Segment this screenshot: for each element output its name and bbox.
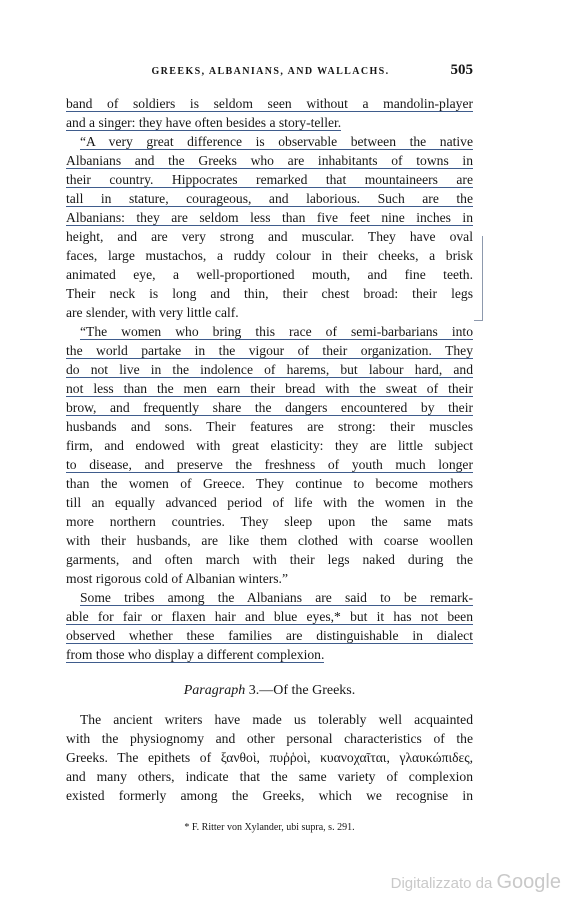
text-line: than the women of Greece. They continue to become mothers: [66, 476, 473, 491]
running-head: GREEKS, ALBANIANS, AND WALLACHS.: [151, 66, 390, 77]
text-line: most rigorous cold of Albanian winters.”: [66, 571, 288, 586]
text-line: more northern countries. They sleep upon the same mats: [66, 514, 473, 529]
text-line: and many others, indicate that the same variety of complexion: [66, 769, 473, 784]
text-line: garments, and often march with their legs naked during the: [66, 552, 473, 567]
text-line: faces, large mustachos, a ruddy colour in their cheeks, a brisk: [66, 248, 473, 263]
text-line: able for fair or flaxen hair and blue eyes,* but it has not been: [66, 609, 473, 624]
text-line: “A very great difference is observable between the native: [80, 134, 473, 149]
text-line: with the physiognomy and other personal characteristics of the: [66, 731, 473, 746]
text-line: height, and are very strong and muscular. They have oval: [66, 229, 473, 244]
text-line: Albanians and the Greeks who are inhabitants of towns in: [66, 153, 473, 168]
text-line: the world partake in the vigour of their organization. They: [66, 343, 473, 358]
text-line: Greeks. The epithets of ξανθοὶ, πυῤῥοὶ, κυανοχαῖται, γλαυκώπιδες,: [66, 750, 473, 765]
text-line: till an equally advanced period of life with the women in the: [66, 495, 473, 510]
text-line: are slender, with very little calf.: [66, 305, 239, 320]
text-line: tall in stature, courageous, and laborious. Such are the: [66, 191, 473, 206]
text-line: Albanians: they are seldom less than five feet nine inches in: [66, 210, 473, 225]
text-line: Some tribes among the Albanians are said to be remark-: [80, 590, 473, 605]
digitization-watermark: Digitalizzato da Google: [390, 871, 561, 893]
text-line: from those who display a different complexion.: [66, 647, 325, 662]
page-number: 505: [450, 62, 473, 78]
text-line: existed formerly among the Greeks, which we recognise in: [66, 788, 473, 803]
text-line: animated eye, a well-proportioned mouth, and fine teeth.: [66, 267, 473, 282]
text-line: their country. Hippocrates remarked that mountaineers are: [66, 172, 473, 187]
text-line: “The women who bring this race of semi-barbarians into: [80, 324, 473, 339]
text-line: band of soldiers is seldom seen without a mandolin-player: [66, 96, 473, 111]
text-line: husbands and sons. Their features are strong: their muscles: [66, 419, 473, 434]
text-line: The ancient writers have made us tolerably well acquainted: [80, 712, 473, 727]
footnote: * F. Ritter von Xylander, ubi supra, s. 291.: [184, 822, 355, 833]
text-line: not less than the men earn their bread with the sweat of their: [66, 381, 473, 396]
text-line: Their neck is long and thin, their chest broad: their legs: [66, 286, 473, 301]
text-line: observed whether these families are distinguishable in dialect: [66, 628, 473, 643]
text-line: with their husbands, are like them clothed with coarse woollen: [66, 533, 473, 548]
text-line: brow, and frequently share the dangers encountered by their: [66, 400, 473, 415]
margin-bracket-mark: [474, 236, 483, 321]
text-line: firm, and endowed with great elasticity: they are little subject: [66, 438, 473, 453]
text-line: to disease, and preserve the freshness of youth much longer: [66, 457, 473, 472]
text-line: and a singer: they have often besides a story-teller.: [66, 115, 342, 130]
google-logo: Google: [496, 871, 561, 893]
text-line: do not live in the indolence of harems, but labour hard, and: [66, 362, 473, 377]
section-heading: Paragraph 3.—Of the Greeks.: [183, 683, 356, 698]
